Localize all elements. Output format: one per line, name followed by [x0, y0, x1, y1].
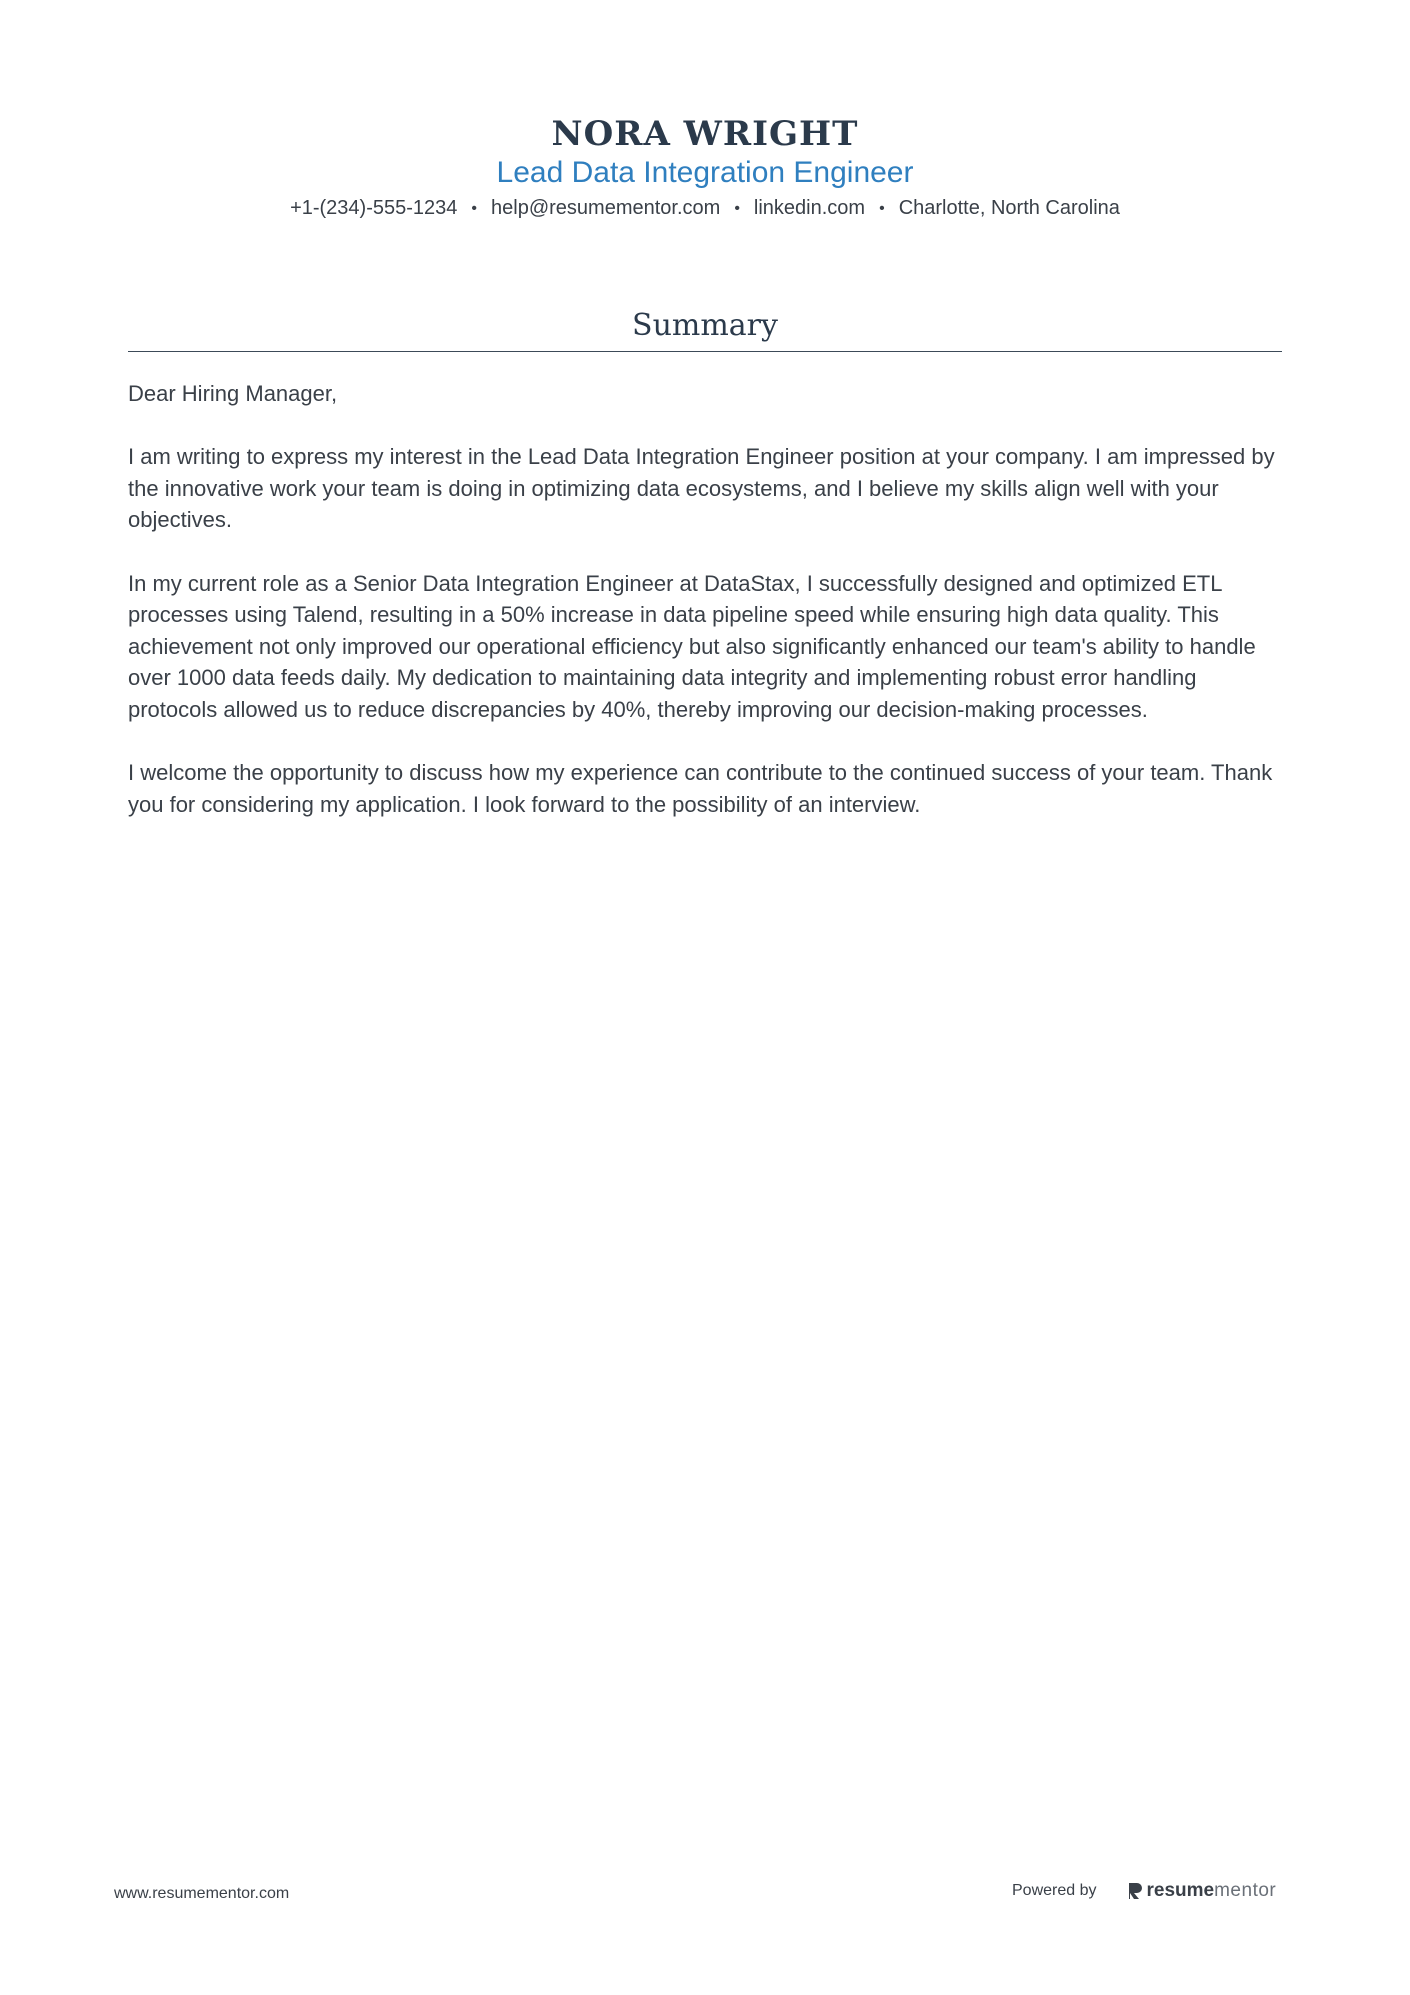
- brand-name-part2: mentor: [1214, 1880, 1277, 1901]
- contact-linkedin[interactable]: linkedin.com: [753, 197, 866, 219]
- resumementor-logo-icon: [1127, 1881, 1143, 1901]
- section-divider: [128, 351, 1282, 352]
- section-title: Summary: [632, 308, 778, 343]
- letter-greeting: Dear Hiring Manager,: [128, 381, 338, 406]
- footer-website[interactable]: www.resumementor.com: [114, 1885, 290, 1902]
- footer-branding: [1012, 1880, 1276, 1902]
- contact-location: Charlotte, North Carolina: [898, 197, 1120, 219]
- contact-line: [0, 194, 1410, 223]
- contact-separator: •: [734, 200, 740, 217]
- brand-name-part1: resume: [1146, 1880, 1215, 1901]
- contact-email[interactable]: help@resumementor.com: [491, 197, 721, 219]
- letter-paragraph: In my current role as a Senior Data Integration Engineer at DataStax, I successfully designed and optimized ETL processes using Talend, resulting in a 50% increase in data pipeline speed while ensuring high data quality. This achievement not only improved our operational efficiency but also significantly enhanced our team's ability to handle over 1000 data feeds daily. My dedication to maintaining data integrity and implementing robust error handling protocols allowed us to reduce discrepancies by 40%, thereby improving our decision-making processes.: [128, 570, 1256, 722]
- brand-logo[interactable]: [1127, 1880, 1277, 1902]
- letter-paragraph: I welcome the opportunity to discuss how my experience can contribute to the continued success of your team. Thank you for considering my application. I look forward to the possibility of an interview.: [128, 760, 1273, 817]
- letter-body: [128, 378, 1288, 852]
- candidate-name: NORA WRIGHT: [551, 114, 859, 154]
- candidate-role: Lead Data Integration Engineer: [496, 156, 914, 189]
- contact-phone: +1-(234)-555-1234: [290, 197, 458, 219]
- letter-header: [0, 112, 1410, 223]
- contact-separator: •: [879, 200, 885, 217]
- powered-by-label: Powered by: [1012, 1882, 1097, 1899]
- contact-separator: •: [471, 200, 478, 217]
- letter-paragraph: I am writing to express my interest in the Lead Data Integration Engineer position at your company. I am impressed by the innovative work your team is doing in optimizing data ecosystems, and I believe my skills align well with your objectives.: [128, 444, 1275, 533]
